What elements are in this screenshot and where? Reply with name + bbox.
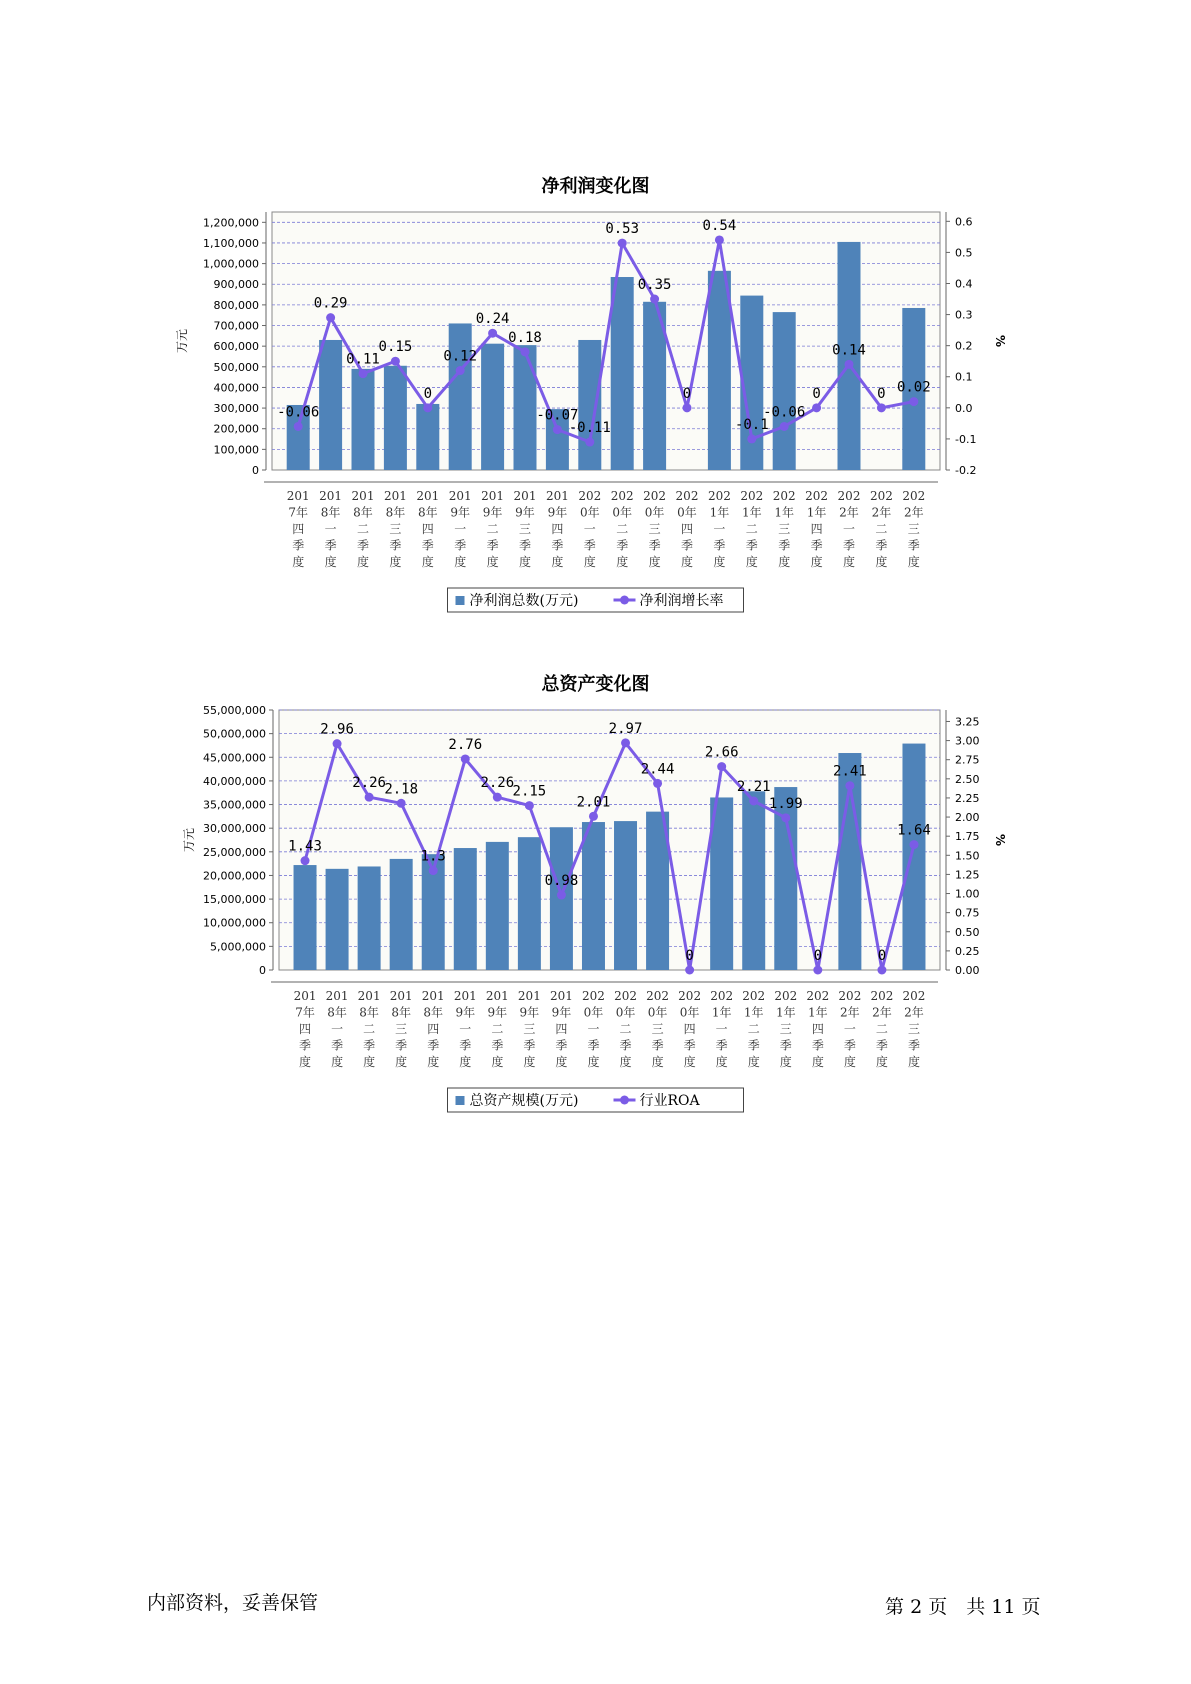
net-profit-data-label: 0.12 [443, 348, 478, 365]
total-assets-chart-title: 总资产变化图 [541, 674, 650, 695]
total-assets-line-point [685, 966, 694, 975]
total-assets-y2-tick-label: 2.25 [955, 791, 980, 805]
net-profit-x-tick-label: 202 0年四季度 [675, 489, 699, 569]
net-profit-line-point [909, 397, 918, 406]
net-profit-line-point [877, 403, 886, 412]
total-assets-bar [518, 837, 541, 970]
net-profit-line-point [456, 366, 465, 375]
net-profit-y-tick-label: 0 [252, 464, 259, 477]
net-profit-line-point [780, 422, 789, 431]
net-profit-legend-bar-label: 净利润总数(万元) [469, 593, 579, 609]
total-assets-line-point [301, 856, 310, 865]
total-assets-data-label: 0 [685, 948, 694, 964]
total-assets-line-point [621, 738, 630, 747]
net-profit-y2-axis-title: % [993, 334, 1007, 348]
total-assets-data-label: 2.18 [384, 781, 419, 798]
total-assets-y-tick-label: 55,000,000 [203, 704, 266, 717]
total-assets-data-label: 0 [877, 948, 887, 964]
total-assets-data-label: 2.44 [640, 761, 675, 778]
total-assets-y-tick-label: 25,000,000 [203, 845, 266, 859]
total-assets-line-point [717, 762, 726, 771]
net-profit-y2-tick-label: 0.2 [955, 339, 973, 353]
total-assets-y-tick-label: 35,000,000 [203, 798, 266, 812]
total-assets-legend-line-marker [620, 1096, 629, 1105]
total-assets-y2-tick-label: 2.75 [955, 753, 980, 767]
net-profit-data-label: 0.14 [832, 342, 866, 359]
total-assets-x-tick-label: 202 2年三季度 [902, 989, 926, 1069]
total-assets-data-label: 2.26 [352, 775, 386, 792]
net-profit-x-tick-label: 201 9年四季度 [545, 489, 569, 569]
total-assets-y-tick-label: 10,000,000 [203, 916, 266, 930]
net-profit-data-label: 0.29 [313, 295, 348, 312]
net-profit-x-tick-label: 201 9年一季度 [448, 489, 472, 569]
total-assets-y-tick-label: 15,000,000 [203, 893, 266, 907]
total-assets-line-point [813, 966, 822, 975]
total-assets-data-label: 2.96 [320, 721, 354, 738]
total-assets-x-tick-label: 202 0年二季度 [614, 989, 637, 1069]
total-assets-bar [294, 865, 317, 970]
net-profit-data-label: 0.02 [896, 379, 931, 396]
total-assets-line-point [429, 866, 438, 875]
total-assets-y2-tick-label: 0.50 [955, 925, 980, 939]
net-profit-legend-line-marker [620, 596, 629, 605]
total-assets-y-tick-label: 30,000,000 [203, 822, 266, 836]
total-assets-data-label: 1.3 [420, 848, 446, 865]
net-profit-y-tick-label: 400,000 [213, 381, 259, 395]
footer-page-mid: 页 共 [928, 1596, 986, 1618]
total-assets-y2-tick-label: 0.00 [955, 964, 980, 977]
net-profit-line-point [585, 438, 594, 447]
net-profit-x-tick-label: 201 8年三季度 [383, 489, 407, 569]
total-assets-y2-tick-label: 1.50 [955, 849, 980, 863]
net-profit-y-tick-label: 200,000 [213, 422, 259, 436]
total-assets-line-point [365, 793, 374, 802]
total-assets-legend-line-label: 行业ROA [639, 1093, 700, 1109]
total-assets-bar [358, 866, 381, 970]
net-profit-bar [384, 366, 407, 470]
total-assets-y2-tick-label: 2.00 [955, 811, 980, 825]
net-profit-x-tick-label: 202 1年二季度 [740, 489, 764, 569]
net-profit-line-point [845, 360, 854, 369]
total-assets-x-tick-label: 202 0年三季度 [646, 989, 670, 1069]
net-profit-line-point [294, 422, 303, 431]
total-assets-data-label: 2.15 [512, 783, 547, 800]
total-assets-bar [614, 821, 637, 970]
net-profit-x-tick-label: 202 1年一季度 [707, 489, 731, 569]
total-assets-line-point [877, 966, 886, 975]
total-assets-y2-tick-label: 1.00 [955, 887, 980, 901]
net-profit-data-label: -0.07 [536, 407, 579, 424]
total-assets-x-tick-label: 202 1年四季度 [806, 989, 830, 1069]
net-profit-data-label: 0 [682, 385, 692, 402]
total-assets-legend-bar-label: 总资产规模(万元) [469, 1093, 579, 1109]
total-assets-y2-tick-label: 3.00 [955, 734, 980, 748]
net-profit-bar [319, 340, 342, 470]
footer-page-suffix: 页 [1021, 1596, 1041, 1618]
total-assets-data-label: 1.43 [288, 838, 322, 855]
total-assets-y2-tick-label: 3.25 [955, 715, 980, 729]
total-assets-data-label: 1.64 [897, 822, 931, 839]
net-profit-data-label: 0 [812, 385, 821, 402]
net-profit-x-tick-label: 201 7年四季度 [286, 489, 310, 569]
total-assets-y2-tick-label: 0.25 [955, 944, 980, 958]
net-profit-data-label: 0.24 [475, 311, 510, 328]
net-profit-data-label: -0.06 [763, 404, 806, 421]
net-profit-data-label: -0.11 [568, 420, 611, 437]
total-assets-data-label: 2.41 [833, 763, 867, 780]
total-assets-y2-tick-label: 2.50 [955, 772, 980, 786]
footer-page-info [885, 1592, 1041, 1619]
total-assets-legend-bar-swatch [456, 1096, 465, 1105]
net-profit-line-point [391, 357, 400, 366]
net-profit-x-tick-label: 201 9年二季度 [481, 489, 505, 569]
net-profit-data-label: 0 [877, 385, 886, 402]
total-assets-x-tick-label: 201 8年一季度 [325, 989, 349, 1069]
net-profit-data-label: 0.11 [346, 351, 380, 368]
total-assets-line-point [909, 840, 918, 849]
net-profit-data-label: 0.53 [605, 221, 640, 238]
total-assets-line-point [557, 891, 566, 900]
total-assets-line-point [397, 799, 406, 808]
net-profit-x-tick-label: 202 0年三季度 [643, 489, 667, 569]
footer-page-prefix: 第 [885, 1596, 905, 1618]
net-profit-y-tick-label: 900,000 [213, 278, 259, 292]
net-profit-bar [611, 277, 634, 470]
net-profit-line-point [650, 295, 659, 304]
net-profit-data-label: -0.1 [734, 416, 769, 433]
total-assets-line-point [653, 779, 662, 788]
total-assets-x-tick-label: 201 9年三季度 [517, 989, 541, 1069]
net-profit-x-tick-label: 201 8年二季度 [351, 489, 375, 569]
net-profit-line-point [812, 403, 821, 412]
total-assets-data-label: 2.21 [736, 779, 771, 795]
net-profit-x-tick-label: 202 1年三季度 [772, 489, 796, 569]
footer-page-number: 2 [910, 1596, 923, 1618]
net-profit-y-tick-label: 100,000 [213, 443, 259, 457]
net-profit-x-tick-label: 202 2年三季度 [902, 489, 926, 569]
net-profit-chart-title: 净利润变化图 [541, 176, 650, 197]
net-profit-legend-line-label: 净利润增长率 [639, 593, 724, 609]
total-assets-x-tick-label: 201 8年三季度 [389, 989, 413, 1069]
total-assets-x-tick-label: 201 9年一季度 [453, 989, 477, 1069]
net-profit-y-axis-title: 万元 [175, 328, 189, 354]
net-profit-line-point [359, 369, 368, 378]
net-profit-line-point [326, 313, 335, 322]
total-assets-bar [902, 744, 925, 970]
total-assets-y-axis-title: 万元 [182, 827, 196, 853]
net-profit-y-tick-label: 500,000 [213, 360, 259, 374]
net-profit-y2-tick-label: 0.3 [955, 308, 973, 322]
total-assets-y2-tick-label: 1.25 [955, 868, 980, 882]
net-profit-x-tick-label: 202 0年二季度 [610, 489, 634, 569]
total-assets-x-tick-label: 202 0年一季度 [582, 989, 605, 1069]
total-assets-y-tick-label: 0 [259, 964, 266, 977]
total-assets-y2-tick-label: 1.75 [955, 830, 980, 844]
net-profit-y2-tick-label: 0.5 [955, 246, 973, 260]
net-profit-x-tick-label: 202 1年四季度 [805, 489, 829, 569]
net-profit-y2-tick-label: 0.4 [955, 277, 973, 291]
net-profit-data-label: -0.06 [277, 404, 320, 421]
total-assets-x-tick-label: 201 9年二季度 [485, 989, 509, 1069]
net-profit-line-point [553, 425, 562, 434]
total-assets-data-label: 0.98 [544, 873, 579, 890]
net-profit-data-label: 0.54 [702, 217, 737, 234]
net-profit-data-label: 0.35 [637, 277, 672, 294]
total-assets-x-tick-label: 201 9年四季度 [549, 989, 573, 1069]
net-profit-data-label: 0 [423, 385, 433, 402]
total-assets-data-label: 2.26 [480, 775, 515, 792]
net-profit-bar [449, 323, 472, 470]
total-assets-line-point [589, 812, 598, 821]
total-assets-line-point [493, 793, 502, 802]
total-assets-bar [742, 791, 765, 970]
total-assets-data-label: 2.97 [608, 720, 643, 737]
net-profit-x-tick-label: 202 2年二季度 [869, 489, 893, 569]
net-profit-bar [416, 404, 439, 470]
total-assets-y-tick-label: 40,000,000 [203, 774, 266, 788]
net-profit-x-tick-label: 202 0年一季度 [578, 489, 602, 569]
total-assets-x-tick-label: 202 1年一季度 [710, 989, 734, 1069]
net-profit-x-tick-label: 201 9年三季度 [513, 489, 537, 569]
net-profit-y-tick-label: 700,000 [213, 319, 259, 333]
net-profit-y2-tick-label: 0.1 [955, 370, 973, 384]
total-assets-x-tick-label: 201 8年二季度 [357, 989, 381, 1069]
net-profit-line-point [715, 235, 724, 244]
total-assets-x-tick-label: 202 1年二季度 [742, 989, 766, 1069]
total-assets-bar [390, 859, 413, 970]
net-profit-data-label: 0.18 [508, 329, 542, 346]
total-assets-x-tick-label: 202 0年四季度 [678, 989, 702, 1069]
total-assets-bar [486, 842, 509, 970]
net-profit-y-tick-label: 1,100,000 [203, 236, 259, 250]
total-assets-y-tick-label: 45,000,000 [203, 751, 266, 765]
total-assets-line-point [845, 781, 854, 790]
total-assets-y-tick-label: 50,000,000 [203, 727, 266, 741]
total-assets-chart [0, 698, 1191, 1118]
net-profit-chart [0, 200, 1191, 620]
footer-confidential-note: 内部资料，妥善保管 [147, 1592, 319, 1614]
net-profit-line-point [683, 403, 692, 412]
total-assets-y2-tick-label: 0.75 [955, 906, 980, 920]
total-assets-x-tick-label: 202 2年一季度 [838, 989, 862, 1069]
net-profit-bar [352, 369, 375, 470]
net-profit-x-tick-label: 201 8年四季度 [416, 489, 440, 569]
net-profit-data-label: 0.15 [378, 339, 413, 356]
net-profit-bar [514, 345, 537, 470]
net-profit-y-tick-label: 600,000 [213, 340, 259, 354]
total-assets-x-tick-label: 202 2年二季度 [870, 989, 894, 1069]
total-assets-bar [454, 848, 477, 970]
total-assets-x-tick-label: 201 8年四季度 [421, 989, 445, 1069]
net-profit-line-point [618, 239, 627, 248]
total-assets-y-tick-label: 20,000,000 [203, 869, 266, 883]
net-profit-y-tick-label: 300,000 [213, 402, 259, 416]
net-profit-y2-tick-label: -0.2 [955, 464, 977, 477]
total-assets-data-label: 2.66 [704, 744, 739, 761]
total-assets-line-point [333, 739, 342, 748]
net-profit-y2-tick-label: -0.1 [955, 432, 977, 446]
net-profit-y2-tick-label: 0.6 [955, 215, 973, 229]
footer-page-total: 11 [991, 1596, 1016, 1618]
net-profit-line-point [423, 403, 432, 412]
net-profit-y-tick-label: 1,200,000 [203, 216, 259, 230]
net-profit-line-point [747, 434, 756, 443]
total-assets-data-label: 0 [813, 948, 823, 964]
net-profit-y2-tick-label: 0.0 [955, 401, 973, 415]
total-assets-x-tick-label: 201 7年四季度 [293, 989, 317, 1069]
net-profit-bar [481, 344, 504, 470]
total-assets-data-label: 2.76 [448, 736, 483, 753]
net-profit-x-tick-label: 201 8年一季度 [319, 489, 343, 569]
net-profit-x-tick-label: 202 2年一季度 [837, 489, 861, 569]
net-profit-bar [578, 340, 601, 470]
total-assets-line-point [781, 813, 790, 822]
net-profit-y-tick-label: 1,000,000 [203, 257, 259, 271]
net-profit-y-tick-label: 800,000 [213, 298, 259, 312]
net-profit-line-point [521, 347, 530, 356]
total-assets-y2-axis-title: % [993, 833, 1007, 847]
net-profit-legend-bar-swatch [456, 596, 465, 605]
total-assets-x-tick-label: 202 1年三季度 [774, 989, 798, 1069]
total-assets-y-tick-label: 5,000,000 [210, 940, 266, 954]
total-assets-data-label: 1.99 [768, 795, 803, 812]
net-profit-line-point [488, 329, 497, 338]
total-assets-line-point [749, 797, 758, 806]
total-assets-line-point [525, 801, 534, 810]
total-assets-data-label: 2.01 [576, 794, 611, 811]
net-profit-bar [708, 271, 731, 470]
net-profit-bar [773, 312, 796, 470]
total-assets-bar [326, 869, 349, 970]
total-assets-bar [582, 822, 605, 970]
total-assets-line-point [461, 754, 470, 763]
